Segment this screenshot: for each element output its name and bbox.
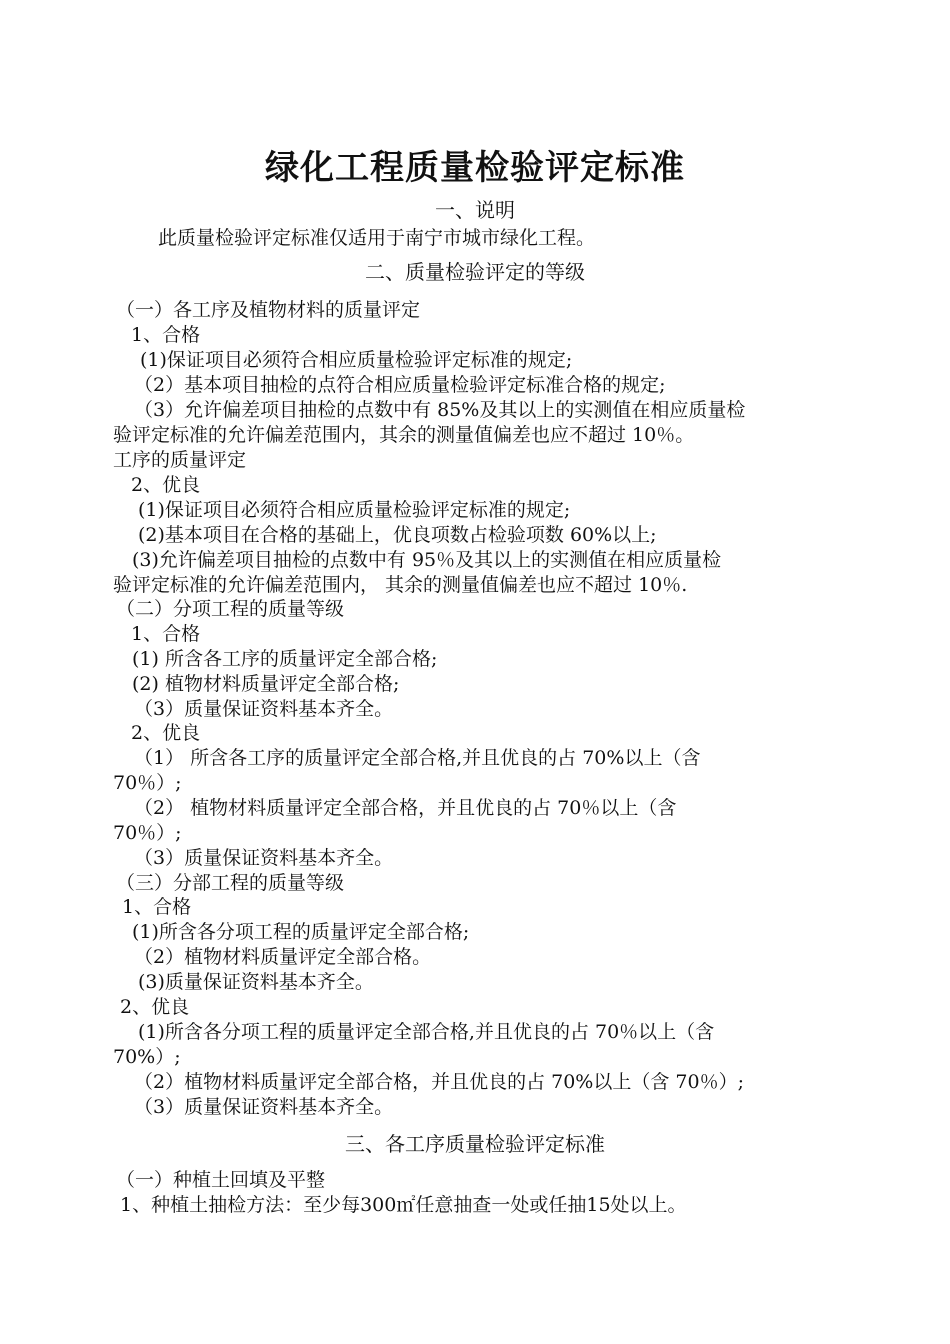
list-item: (1)所含各分项工程的质量评定全部合格,并且优良的占 70％以上（含	[138, 1021, 715, 1043]
list-item: （3）质量保证资料基本齐全。	[134, 698, 394, 720]
list-item: （1） 所含各工序的质量评定全部合格,并且优良的占 70%以上（含	[134, 747, 701, 769]
list-item: （2） 植物材料质量评定全部合格，并且优良的占 70％以上（含	[134, 797, 677, 819]
list-item: (1)保证项目必须符合相应质量检验评定标准的规定;	[140, 349, 573, 371]
list-item: （3）质量保证资料基本齐全。	[134, 1096, 394, 1118]
document-title: 绿化工程质量检验评定标准	[265, 148, 685, 188]
list-item: （3）质量保证资料基本齐全。	[134, 847, 394, 869]
list-item: （2）基本项目抽检的点符合相应质量检验评定标准合格的规定;	[134, 374, 666, 396]
item-heading: 2、优良	[120, 996, 190, 1018]
list-item-continuation: 70%）;	[113, 1046, 181, 1068]
list-item: (3)质量保证资料基本齐全。	[138, 971, 374, 993]
list-item: (2) 植物材料质量评定全部合格;	[132, 673, 400, 695]
list-item: （3）允许偏差项目抽检的点数中有 85%及其以上的实测值在相应质量检	[134, 399, 746, 421]
list-item-continuation: 70％）;	[113, 772, 182, 794]
list-item: (1)所含各分项工程的质量评定全部合格;	[132, 921, 470, 943]
item-heading: 1、合格	[122, 896, 192, 918]
subsection-heading: （一）各工序及植物材料的质量评定	[116, 299, 421, 321]
subsection-heading: （二）分项工程的质量等级	[116, 598, 345, 620]
item-heading: 1、合格	[131, 324, 201, 346]
list-item: (1) 所含各工序的质量评定全部合格;	[132, 648, 438, 670]
paragraph-line: 工序的质量评定	[113, 449, 247, 471]
item-heading: 2、优良	[131, 722, 201, 744]
list-item: (3)允许偏差项目抽检的点数中有 95％及其以上的实测值在相应质量检	[132, 549, 722, 571]
section-heading-grades: 二、质量检验评定的等级	[365, 260, 585, 284]
paragraph-line: 此质量检验评定标准仅适用于南宁市城市绿化工程。	[158, 227, 596, 249]
list-item: (2)基本项目在合格的基础上，优良项数占检验项数 60%以上;	[138, 524, 657, 546]
list-item: (1)保证项目必须符合相应质量检验评定标准的规定;	[138, 499, 571, 521]
item-heading: 2、优良	[131, 474, 201, 496]
list-item-continuation: 70％）;	[113, 822, 182, 844]
item-heading: 1、合格	[131, 623, 201, 645]
list-item: （2）植物材料质量评定全部合格。	[134, 946, 432, 968]
section-heading-standards: 三、各工序质量检验评定标准	[345, 1132, 605, 1156]
list-item-continuation: 验评定标准的允许偏差范围内，其余的测量值偏差也应不超过 10％。	[113, 424, 695, 446]
subsection-heading: （三）分部工程的质量等级	[116, 872, 345, 894]
list-item-continuation: 验评定标准的允许偏差范围内， 其余的测量值偏差也应不超过 10％.	[113, 574, 688, 596]
paragraph-line: 1、种植土抽检方法：至少每300㎡任意抽查一处或任抽15处以上。	[120, 1194, 687, 1216]
subsection-heading: （一）种植土回填及平整	[116, 1169, 326, 1191]
section-heading-description: 一、说明	[435, 198, 515, 222]
list-item: （2）植物材料质量评定全部合格，并且优良的占 70%以上（含 70％）;	[134, 1071, 744, 1093]
